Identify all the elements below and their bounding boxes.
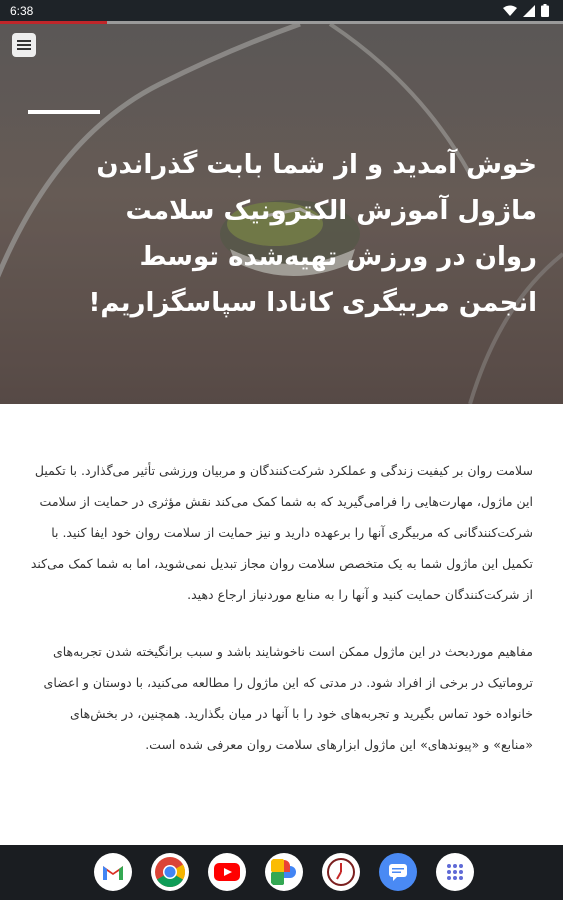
status-icons [503,4,549,17]
hamburger-menu-icon [17,39,31,51]
clock-icon[interactable] [322,853,360,891]
status-time: 6:38 [10,4,34,18]
warning-paragraph: مفاهیم موردبحث در این ماژول ممکن است ناخوشایند باشد و سبب برانگیخته شدن تجربه‌های تروماتیک در برخی از افراد شود. در مدتی که این ماژول را مطالعه می‌کنید، با دوستان و اعضای خانواده خود تماس بگیرید و تجربه‌های خود را با آنها در میان بگذارید. همچنین، در بخش‌های «منابع» و «پیوندهای» این ماژول ابزارهای سلامت روان معرفی شده است. [43,644,533,752]
chrome-icon[interactable] [151,853,189,891]
page-title: خوش آمدید و از شما بابت گذراندن ماژول آموزش الکترونیک سلامت روان در ورزش تهیه‌شده توسط انجمن مربیگری کانادا سپاسگزاریم! [88,150,537,318]
messages-icon[interactable] [379,853,417,891]
wifi-icon [503,5,517,17]
title-accent-line [28,110,100,114]
menu-button[interactable] [12,33,36,57]
signal-icon [523,5,535,17]
battery-icon [541,4,549,17]
app-drawer-icon[interactable] [436,853,474,891]
hero-banner [0,24,563,404]
youtube-icon[interactable] [208,853,246,891]
photos-icon[interactable] [265,853,303,891]
status-bar [0,0,563,22]
intro-paragraph: سلامت روان بر کیفیت زندگی و عملکرد شرکت‌کنندگان و مربیان ورزشی تأثیر می‌گذارد. با تکمیل این ماژول، مهارت‌هایی را فرامی‌گیرید که به شما کمک می‌کند نقش مؤثری در حمایت از سلامت شرکت‌کنندگانی که مربیگری آنها را برعهده دارید و نیز حمایت از سلامت روان خود ایفا کنید. با تکمیل این ماژول شما به یک متخصص سلامت روان مجاز تبدیل نمی‌شوید، اما به شما کمک می‌کند از شرکت‌کنندگان حمایت کنید و آنها را به منابع موردنیاز ارجاع دهید. [30,463,533,602]
gmail-icon[interactable] [94,853,132,891]
main-content [30,455,533,786]
app-dock [0,845,563,900]
